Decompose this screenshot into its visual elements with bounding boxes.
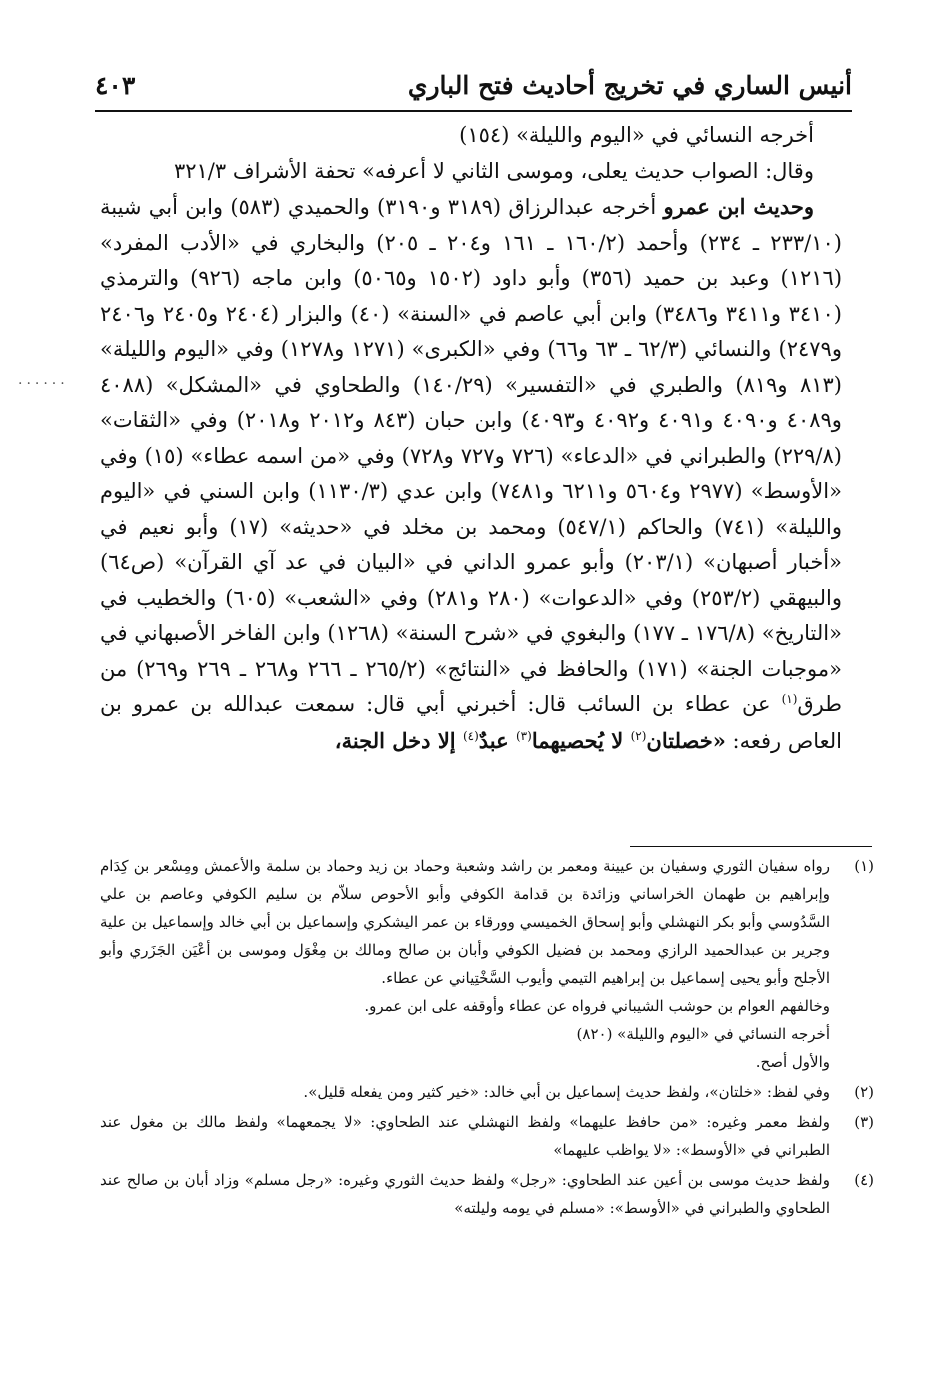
hadith-heading: وحديث ابن عمرو bbox=[663, 194, 814, 219]
footnote-1 bbox=[100, 852, 874, 1076]
footnote-number: (٢) bbox=[854, 1083, 874, 1101]
footnote-ref-3[interactable]: (٣) bbox=[515, 728, 532, 743]
footnote-text: ولفظ معمر وغيره: «من حافظ عليهما» ولفظ النهشلي عند الطحاوي: «لا يجمعهما» ولفظ مالك بن مغول عند الطبراني في «الأوسط»: «لا يواظب عليهما» bbox=[100, 1113, 830, 1159]
hadith-matn-b: لا يُحصيهما bbox=[531, 727, 631, 753]
footnote-number: (٤) bbox=[854, 1171, 874, 1189]
footnote-text: ولفظ حديث موسى بن أعين عند الطحاوي: «رجل» ولفظ حديث الثوري وغيره: «رجل مسلم» وزاد أبان بن صالح عند الطحاوي والطبراني في «الأوسط»: «مسلم في يومه وليلته» bbox=[100, 1171, 830, 1217]
footnote-number: (١) bbox=[854, 857, 874, 875]
page-number: ٤٠٣ bbox=[95, 70, 136, 100]
footnote-rule bbox=[630, 846, 872, 847]
footnote-4 bbox=[100, 1166, 874, 1222]
footnote-text: والأول أصح. bbox=[755, 1053, 830, 1071]
footnote-text: وفي لفظ: «خلتان»، ولفظ حديث إسماعيل بن أبي خالد: «خير كثير ومن يفعله قليل». bbox=[303, 1083, 830, 1101]
paragraph-ibn-amr bbox=[100, 189, 842, 759]
isnad-text: عن عطاء بن السائب قال: أخبرني أبي قال: سمعت عبدالله بن عمرو بن العاص رفعه: bbox=[100, 692, 842, 753]
footnote-text: وخالفهم العوام بن حوشب الشيباني فرواه عن عطاء وأوقفه على ابن عمرو. bbox=[364, 997, 830, 1015]
footnote-number: (٣) bbox=[854, 1113, 874, 1131]
page-header bbox=[95, 62, 852, 108]
footnote-ref-1[interactable]: (١) bbox=[781, 692, 798, 706]
takhrij-text: أخرجه عبدالرزاق (٣١٨٩ و٣١٩٠) والحميدي (٥٨٣) وابن أبي شيبة (٢٣٣/١٠ ـ ٢٣٤) وأحمد (١٦٠/٢ ـ ١٦١ و٢٠٤ ـ ٢٠٥) والبخاري في «الأدب المفرد» (١٢١٦) وعبد بن حميد (٣٥٦) وأبو داود (١٥٠٢ و٥٠٦٥) وابن ماجه (٩٢٦) والترمذي (٣٤١٠ و٣٤١١ و٣٤٨٦) وابن أبي عاصم في «السنة» (٤٠) والبزار (٢٤٠٤ و٢٤٠٥ و٢٤٠٦ و٢٤٧٩) والنسائي (٦٢/٣ ـ ٦٣ و٦٦) وفي «الكبرى» (١٢٧١ و١٢٧٨) وفي «اليوم والليلة» (٨١٣ و٨١٩) والطبري في «التفسير» (١٤٠/٢٩) والطحاوي في «المشكل» (٤٠٨٨ و٤٠٨٩ و٤٠٩٠ و٤٠٩١ و٤٠٩٢ و٤٠٩٣) وابن حبان (٨٤٣ و٢٠١٢ و٢٠١٨) وفي «الثقات» (٢٢٩/٨) والطبراني في «الدعاء» (٧٢٦ و٧٢٧ و٧٢٨) وفي «من اسمه عطاء» (١٥) وفي «الأوسط» (٢٩٧٧ و٥٦٠٤ و٦٢١١ و٧٤٨١) وابن عدي (١١٣٠/٣) وابن السني في «اليوم والليلة» (٧٤١) والحاكم (٥٤٧/١) ومحمد بن مخلد في «حديثه» (١٧) وأبو نعيم في «أخبار أصبهان» (٢٠٣/١) وأبو عمرو الداني في «البيان في عد آي القرآن» (ص٦٤) والبيهقي (٢٥٣/٢) وفي «الدعوات» (٢٨٠ و٢٨١) وفي «الشعب» (٦٠٥) والخطيب في «التاريخ» (١٧٦/٨ ـ ١٧٧) والبغوي في «شرح السنة» (١٢٦٨) وابن الفاخر الأصبهاني في «موجبات الجنة» (١٧١) والحافظ في «النتائج» (٢٦٥/٢ ـ ٢٦٦ و٢٦٨ ـ ٢٦٩ و٢٦٩) من طرق bbox=[100, 195, 843, 716]
paragraph-nasai: أخرجه النسائي في «اليوم والليلة» (١٥٤) bbox=[459, 123, 814, 147]
hadith-matn-a: «خصلتان bbox=[646, 727, 726, 753]
header-rule bbox=[95, 110, 852, 112]
paragraph-tuhfa: وقال: الصواب حديث يعلى، وموسى الثاني لا أعرفه» تحفة الأشراف ٣٢١/٣ bbox=[173, 158, 814, 183]
hadith-matn-d: إلا دخل الجنة، bbox=[334, 727, 463, 753]
footnote-text: رواه سفيان الثوري وسفيان بن عيينة ومعمر بن راشد وشعبة وحماد بن زيد وحماد بن سلمة والأعمش ومِسْعر بن كِدَام وإبراهيم بن طهمان الخراساني وزائدة بن قدامة الكوفي وأبو الأحوص سلاّم بن سليم الكوفي وعاصم بن علي السَّدُوسي وأبو بكر النهشلي وأبو إسحاق الخميسي وورقاء بن عمر اليشكري وإسماعيل بن أبي خالد وإسماعيل بن علية وجرير بن عبدالحميد الرازي ومحمد بن فضيل الكوفي وأبان بن صالح ومالك بن مِغْوَل وموسى بن أعْيَن الجَزَري وأبو الأجلح وأبو يحيى إسماعيل بن إبراهيم التيمي وأيوب السَّخْتِياني عن عطاء. bbox=[100, 857, 830, 987]
footnote-3 bbox=[100, 1108, 874, 1164]
margin-mark: ...... bbox=[18, 372, 69, 388]
footnotes bbox=[100, 852, 874, 1222]
hadith-matn-c: عبدٌ bbox=[478, 727, 516, 753]
footnote-text: أخرجه النسائي في «اليوم والليلة» (٨٢٠) bbox=[576, 1025, 830, 1043]
main-text bbox=[100, 118, 842, 759]
running-title: أنيس الساري في تخريج أحاديث فتح الباري bbox=[407, 70, 852, 100]
footnote-ref-2[interactable]: (٢) bbox=[630, 728, 647, 743]
footnote-ref-4[interactable]: (٤) bbox=[462, 728, 479, 743]
footnote-2 bbox=[100, 1078, 874, 1106]
